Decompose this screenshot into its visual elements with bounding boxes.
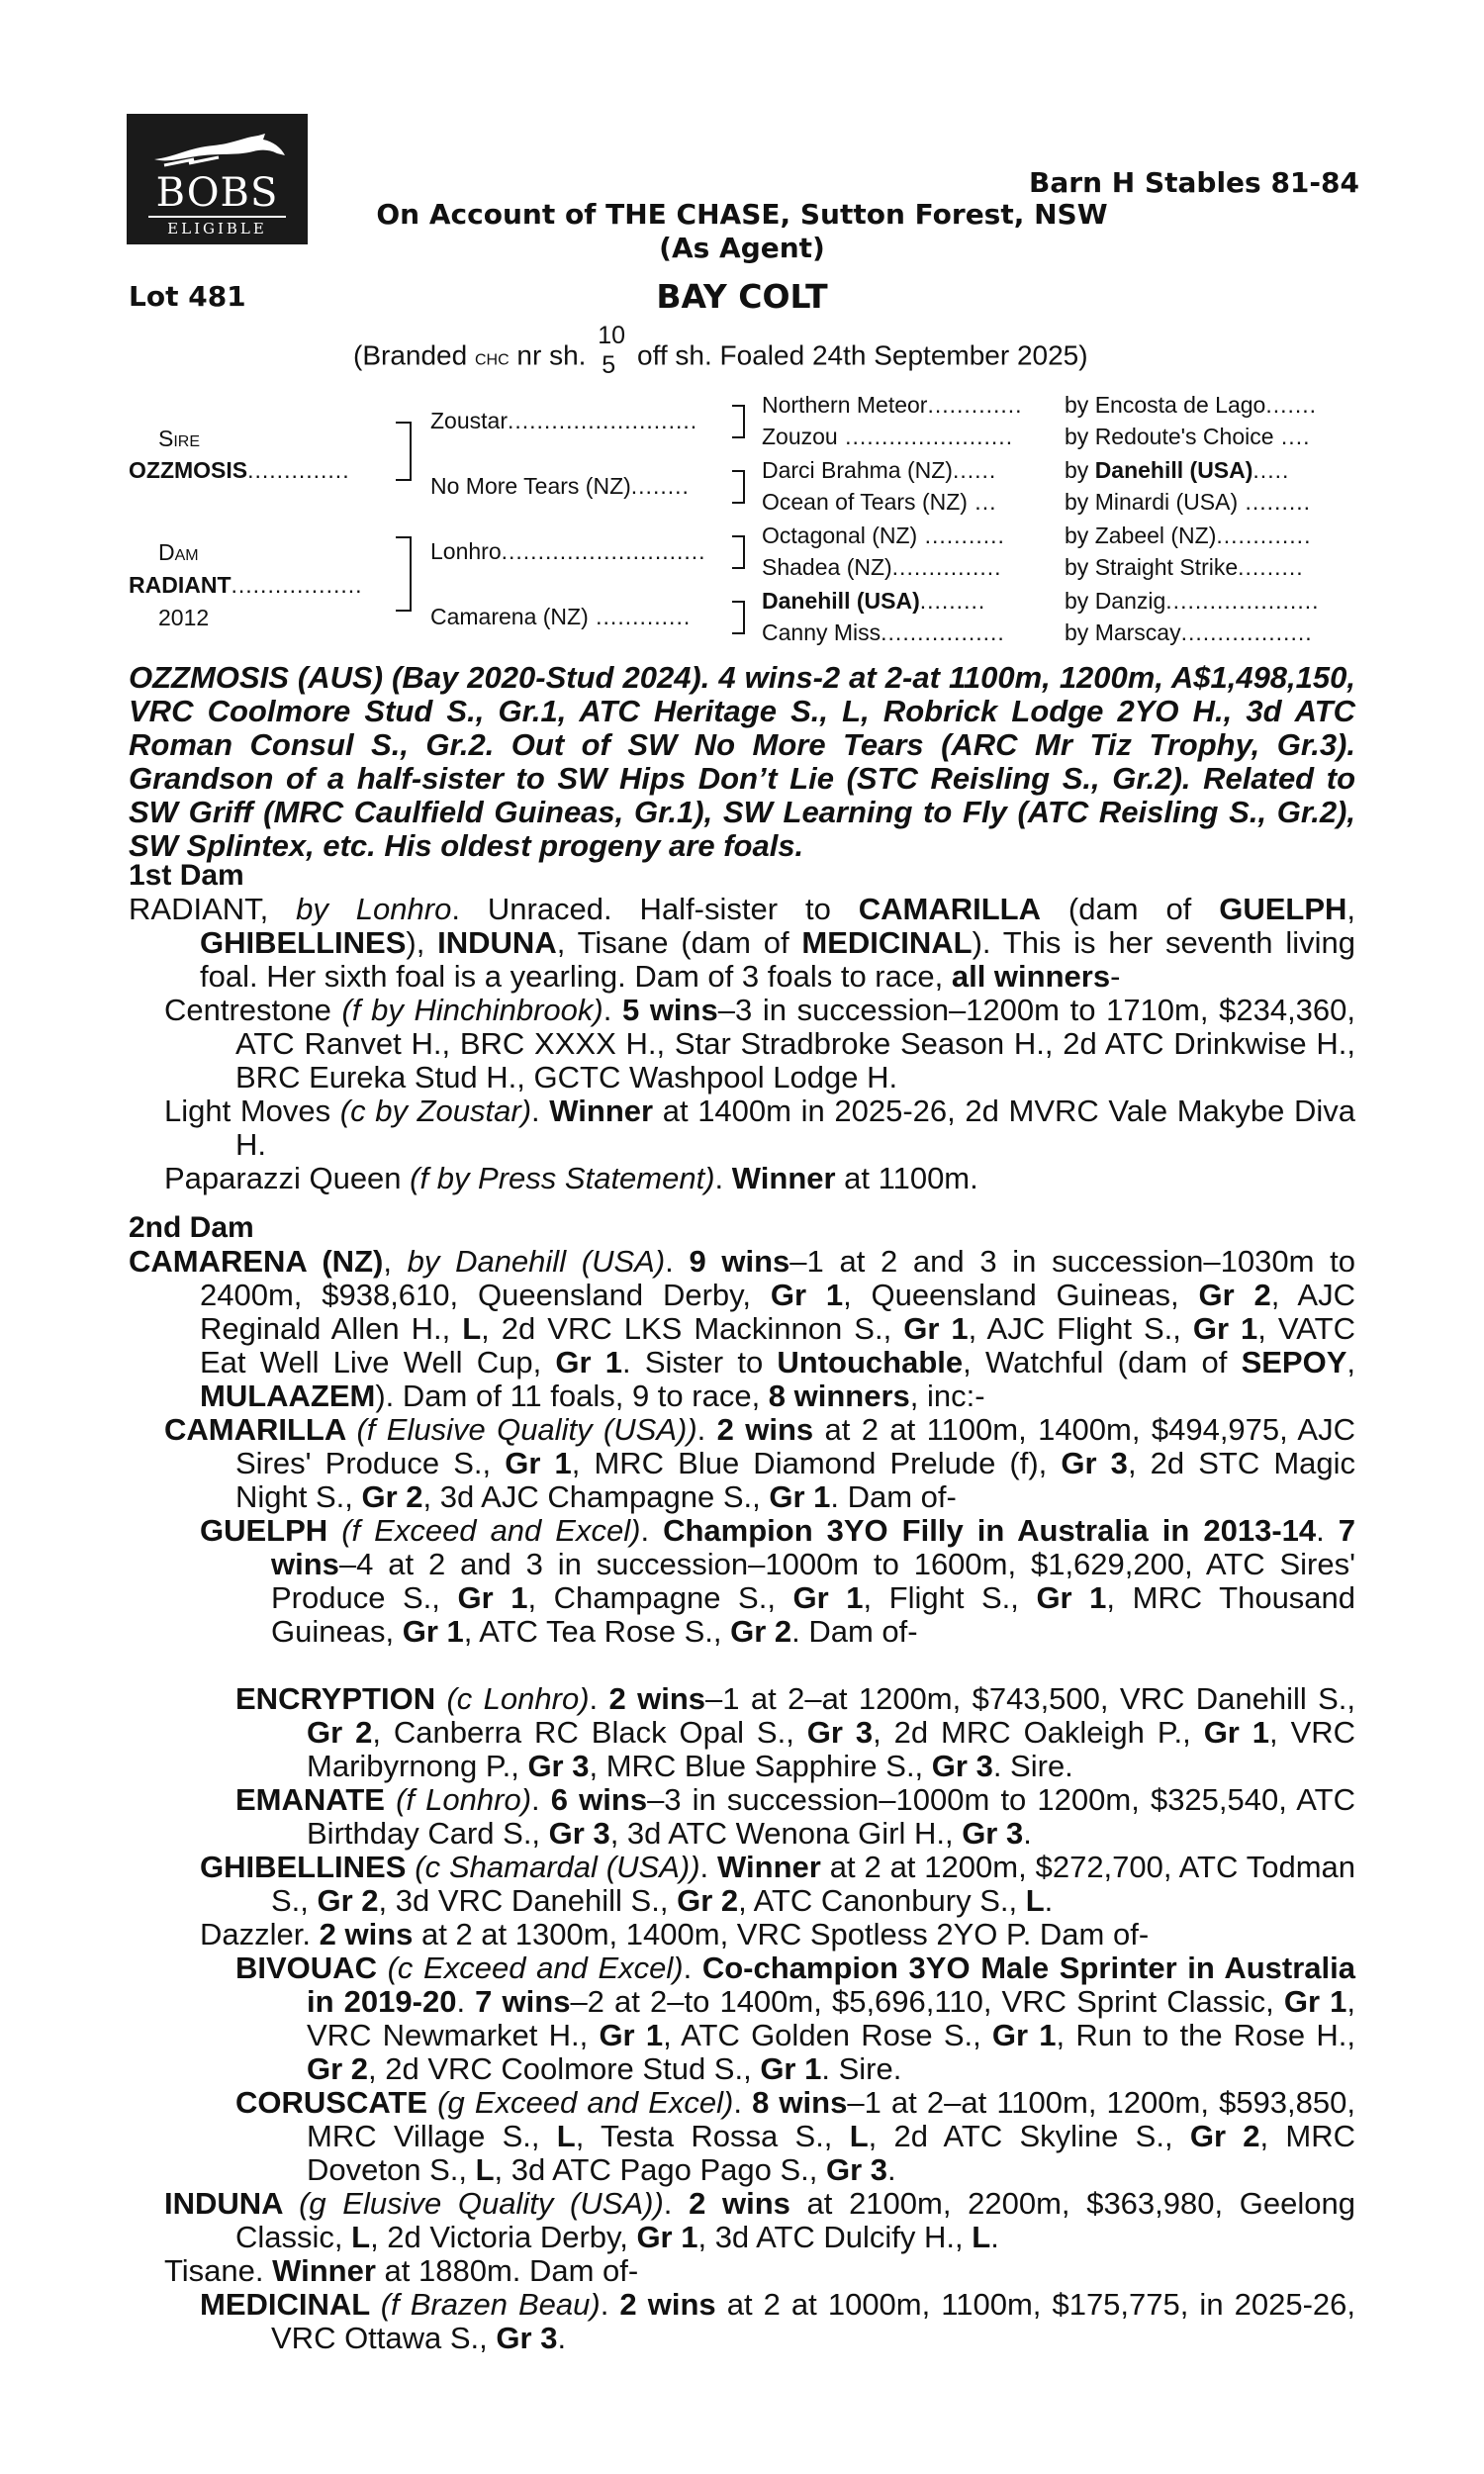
agent-line: (As Agent) <box>659 232 825 264</box>
brand-pre: (Branded <box>353 339 468 371</box>
gen3-zouzou: Zouzou ....................... <box>762 424 1014 449</box>
gen3-octagonal: Octagonal (NZ) ........... <box>762 523 1005 548</box>
logo-brand: BOBS <box>155 170 279 216</box>
gen4-danehill: by Danehill (USA)..... <box>1065 457 1290 483</box>
dam-name: RADIANT.................. <box>129 572 363 598</box>
gen3-danehill: Danehill (USA)......... <box>762 588 986 614</box>
produce-ghibellines: GHIBELLINES (c Shamardal (USA)). Winner at 2 at 1200m, $272,700, ATC Todman S., Gr 2, 3d VRC Danehill S., Gr 2, ATC Canonbury S., L. <box>200 1850 1355 1918</box>
brand-num-top: 10 <box>598 322 626 349</box>
produce-camarilla: CAMARILLA (f Elusive Quality (USA)). 2 wins at 2 at 1100m, 1400m, $494,975, AJC Sires' Produce S., Gr 1, MRC Blue Diamond Prelude (f), Gr 3, 2d STC Magic Night S., Gr 2, 3d AJC Champagne S., Gr 1. Dam of- <box>164 1412 1356 1514</box>
produce-induna: INDUNA (g Elusive Quality (USA)). 2 wins at 2100m, 2200m, $363,980, Geelong Classic, L, 2d Victoria Derby, Gr 1, 3d ATC Dulcify H., L. <box>164 2186 1355 2254</box>
sire-label: Sire <box>158 426 201 451</box>
brand-num-bottom: 5 <box>602 351 616 379</box>
gen4-marscay: by Marscay.................. <box>1065 619 1313 645</box>
produce-bivouac: BIVOUAC (c Exceed and Excel). Co-champion 3YO Male Sprinter in Australia in 2019-20. 7 wins–2 at 2–to 1400m, $5,696,110, VRC Sprint Classic, Gr 1, VRC Newmarket H., Gr 1, ATC Golden Rose S., Gr 1, Run to the Rose H., Gr 2, 2d VRC Coolmore Stud S., Gr 1. Sire. <box>235 1951 1356 2086</box>
gen4-straight-strike: by Straight Strike......... <box>1065 554 1304 580</box>
first-dam-heading: 1st Dam <box>129 859 244 892</box>
foal-light-moves: Light Moves (c by Zoustar). Winner at 1400m in 2025-26, 2d MVRC Vale Makybe Diva H. <box>164 1094 1355 1162</box>
dam-year: 2012 <box>158 605 210 630</box>
gen2-zoustar: Zoustar.......................... <box>430 408 698 433</box>
foal-paparazzi-queen: Paparazzi Queen (f by Press Statement). Winner at 1100m. <box>164 1161 978 1195</box>
gen2-camarena: Camarena (NZ) ............. <box>430 604 692 629</box>
gen3-northern-meteor: Northern Meteor............. <box>762 392 1023 418</box>
gen3-darci-brahma: Darci Brahma (NZ)...... <box>762 457 997 483</box>
produce-dazzler: Dazzler. 2 wins at 2 at 1300m, 1400m, VRC Spotless 2YO P. Dam of- <box>200 1917 1150 1951</box>
barn-stables: Barn H Stables 81-84 <box>1029 166 1359 199</box>
account-line: On Account of THE CHASE, Sutton Forest, NSW <box>376 198 1108 231</box>
catalogue-body <box>129 661 1355 2442</box>
gen4-redoute: by Redoute's Choice .... <box>1065 424 1311 449</box>
sire-name: OZZMOSIS.............. <box>129 457 350 483</box>
produce-emanate: EMANATE (f Lonhro). 6 wins–3 in succession–1000m to 1200m, $325,540, ATC Birthday Card S., Gr 3, 3d ATC Wenona Girl H., Gr 3. <box>235 1782 1355 1851</box>
foal-centrestone: Centrestone (f by Hinchinbrook). 5 wins–3 in succession–1200m to 1710m, $234,360, ATC Ranvet H., BRC XXXX H., Star Stradbroke Season H., 2d ATC Drinkwise H., BRC Eureka Stud H., GCTC Washpool Lodge H. <box>164 993 1356 1094</box>
first-dam-intro: RADIANT, by Lonhro. Unraced. Half-sister to CAMARILLA (dam of GUELPH, GHIBELLINES), INDUNA, Tisane (dam of MEDICINAL). This is her seventh living foal. Her sixth foal is a yearling. Dam of 3 foals to race, all winners- <box>129 892 1356 994</box>
gen4-danzig: by Danzig..................... <box>1065 588 1320 614</box>
brand-mark: CHC <box>474 351 510 369</box>
gen2-lonhro: Lonhro............................ <box>430 538 706 564</box>
produce-medicinal: MEDICINAL (f Brazen Beau). 2 wins at 2 at 1000m, 1100m, $175,775, in 2025-26, VRC Ottawa S., Gr 3. <box>200 2287 1356 2355</box>
gen4-minardi: by Minardi (USA) ......... <box>1065 489 1312 515</box>
brand-post: off sh. Foaled 24th September 2025) <box>637 339 1088 371</box>
pedigree-brackets <box>0 0 1484 693</box>
horse-title: BAY COLT <box>656 277 828 316</box>
logo-sub: ELIGIBLE <box>167 220 267 238</box>
produce-guelph: GUELPH (f Exceed and Excel). Champion 3YO Filly in Australia in 2013-14. 7 wins–4 at 2 and 3 in succession–1000m to 1600m, $1,629,200, ATC Sires' Produce S., Gr 1, Champagne S., Gr 1, Flight S., Gr 1, MRC Thousand Guineas, Gr 1, ATC Tea Rose S., Gr 2. Dam of- <box>200 1513 1356 1649</box>
second-dam-heading: 2nd Dam <box>129 1211 254 1244</box>
second-dam-intro: CAMARENA (NZ), by Danehill (USA). 9 wins–1 at 2 and 3 in succession–1030m to 2400m, $938,610, Queensland Derby, Gr 1, Queensland Guineas, Gr 2, AJC Reginald Allen H., L, 2d VRC LKS Mackinnon S., Gr 1, AJC Flight S., Gr 1, VATC Eat Well Live Well Cup, Gr 1. Sister to Untouchable, Watchful (dam of SEPOY, MULAAZEM). Dam of 11 foals, 9 to race, 8 winners, inc:- <box>129 1244 1356 1413</box>
gen3-ocean-of-tears: Ocean of Tears (NZ) ... <box>762 489 997 515</box>
gen3-shadea: Shadea (NZ)............... <box>762 554 1002 580</box>
lot-number: Lot 481 <box>129 280 246 313</box>
dam-label: Dam <box>158 539 199 565</box>
gen4-encosta: by Encosta de Lago....... <box>1065 392 1318 418</box>
produce-tisane: Tisane. Winner at 1880m. Dam of- <box>164 2253 639 2288</box>
produce-coruscate: CORUSCATE (g Exceed and Excel). 8 wins–1 at 2–at 1100m, 1200m, $593,850, MRC Village S., L, Testa Rossa S., L, 2d ATC Skyline S., Gr 2, MRC Doveton S., L, 3d ATC Pago Pago S., Gr 3. <box>235 2085 1356 2187</box>
gen4-zabeel: by Zabeel (NZ)............. <box>1065 523 1312 548</box>
gen3-canny-miss: Canny Miss................. <box>762 619 1005 645</box>
sire-summary: OZZMOSIS (AUS) (Bay 2020-Stud 2024). 4 wins-2 at 2-at 1100m, 1200m, A$1,498,150, VRC Coolmore Stud S., Gr.1, ATC Heritage S., L, Robrick Lodge 2YO H., 3d ATC Roman Consul S., Gr.2. Out of SW No More Tears (ARC Mr Tiz Trophy, Gr.3). Grandson of a half-sister to SW Hips Don’t Lie (STC Reisling S., Gr.2). Related to SW Griff (MRC Caulfield Guineas, Gr.1), SW Learning to Fly (ATC Reisling S., Gr.2), SW Splintex, etc. His oldest progeny are foals. <box>129 660 1355 863</box>
produce-encryption: ENCRYPTION (c Lonhro). 2 wins–1 at 2–at 1200m, $743,500, VRC Danehill S., Gr 2, Canberra RC Black Opal S., Gr 3, 2d MRC Oakleigh P., Gr 1, VRC Maribyrnong P., Gr 3, MRC Blue Sapphire S., Gr 3. Sire. <box>235 1681 1356 1783</box>
brand-mid: nr sh. <box>516 339 587 371</box>
gen2-no-more-tears: No More Tears (NZ)........ <box>430 473 690 499</box>
